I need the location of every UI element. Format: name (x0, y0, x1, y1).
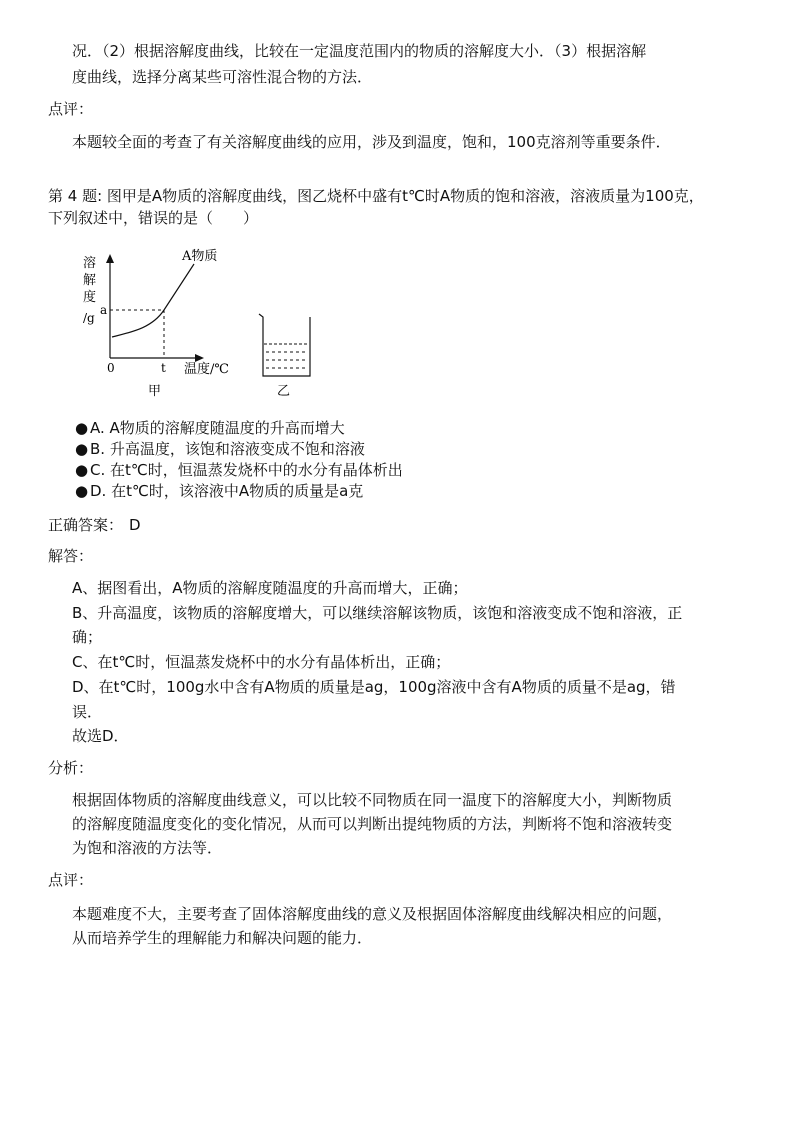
prev-comment-label: 点评： (48, 100, 94, 118)
bullet-icon: ● (75, 419, 89, 437)
origin-label: 0 (107, 361, 115, 375)
review-line-2: 从而培养学生的理解能力和解决问题的能力． (72, 929, 373, 947)
correct-answer (48, 514, 141, 536)
option-a (48, 418, 403, 439)
y-label-char-2: 解 (83, 273, 97, 288)
y-label-char-1: 溶 (83, 256, 97, 271)
question-line-2: 下列叙述中，错误的是（ ） (48, 209, 259, 227)
review-label: 点评： (48, 871, 94, 889)
caption-jia: 甲 (148, 384, 162, 399)
answer-value: D (129, 516, 141, 534)
answer-label: 正确答案： (48, 516, 124, 534)
option-d-text: D. 在t℃时，该溶液中A物质的质量是a克 (90, 482, 364, 500)
options-list (48, 418, 403, 502)
option-c-text: C. 在t℃时，恒温蒸发烧杯中的水分有晶体析出 (90, 461, 403, 479)
solution-line-2: B、升高温度，该物质的溶解度增大，可以继续溶解该物质，该饱和溶液变成不饱和溶液，正 (72, 604, 683, 622)
bullet-icon: ● (75, 482, 89, 500)
option-a-text: A. A物质的溶解度随温度的升高而增大 (90, 419, 345, 437)
solubility-curve (112, 264, 194, 337)
figure-jia (83, 248, 229, 399)
y-tick-a: a (100, 303, 108, 317)
review-line-1: 本题难度不大，主要考查了固体溶解度曲线的意义及根据固体溶解度曲线解决相应的问题， (72, 905, 673, 923)
y-axis-arrow (106, 254, 114, 263)
solution-line-5: D、在t℃时，100g水中含有A物质的质量是ag，100g溶液中含有A物质的质量不是ag，错 (72, 678, 676, 696)
solution-line-3: 确； (72, 628, 103, 646)
solution-line-4: C、在t℃时，恒温蒸发烧杯中的水分有晶体析出，正确； (72, 653, 451, 671)
bullet-icon: ● (75, 440, 89, 458)
solution-line-6: 误． (72, 703, 103, 721)
analysis-line-1: 根据固体物质的溶解度曲线意义，可以比较不同物质在同一温度下的溶解度大小，判断物质 (72, 791, 673, 809)
analysis-line-2: 的溶解度随温度变化的变化情况，从而可以判断出提纯物质的方法，判断将不饱和溶液转变 (72, 815, 673, 833)
y-label-char-3: 度 (83, 290, 97, 305)
prev-comment-text: 本题较全面的考查了有关溶解度曲线的应用，涉及到温度，饱和，100克溶剂等重要条件． (72, 133, 671, 151)
solubility-figure (70, 240, 330, 405)
analysis-label: 分析： (48, 759, 94, 777)
solution-label: 解答： (48, 547, 94, 565)
curve-label: A物质 (182, 249, 218, 264)
x-tick-t: t (161, 361, 166, 375)
analysis-line-3: 为饱和溶液的方法等． (72, 839, 223, 857)
x-axis-arrow (195, 354, 204, 362)
prev-analysis-line-2: 度曲线，选择分离某些可溶性混合物的方法． (72, 68, 373, 86)
bullet-icon: ● (75, 461, 89, 479)
figure-yi (259, 314, 310, 399)
caption-yi: 乙 (277, 384, 291, 399)
option-b-text: B. 升高温度，该饱和溶液变成不饱和溶液 (90, 440, 365, 458)
beaker (259, 314, 310, 376)
y-label-char-4: /g (83, 311, 95, 325)
solution-line-1: A、据图看出，A物质的溶解度随温度的升高而增大，正确； (72, 579, 468, 597)
x-axis-label: 温度/℃ (184, 362, 229, 377)
question-line-1: 第 4 题: 图甲是A物质的溶解度曲线，图乙烧杯中盛有t℃时A物质的饱和溶液，溶液质量为100克， (48, 187, 704, 205)
option-c (48, 460, 403, 481)
solution-line-7: 故选D． (72, 727, 129, 745)
prev-analysis-line-1: 况．（2）根据溶解度曲线，比较在一定温度范围内的物质的溶解度大小．（3）根据溶解 (72, 42, 647, 60)
option-d (48, 481, 403, 502)
option-b (48, 439, 403, 460)
